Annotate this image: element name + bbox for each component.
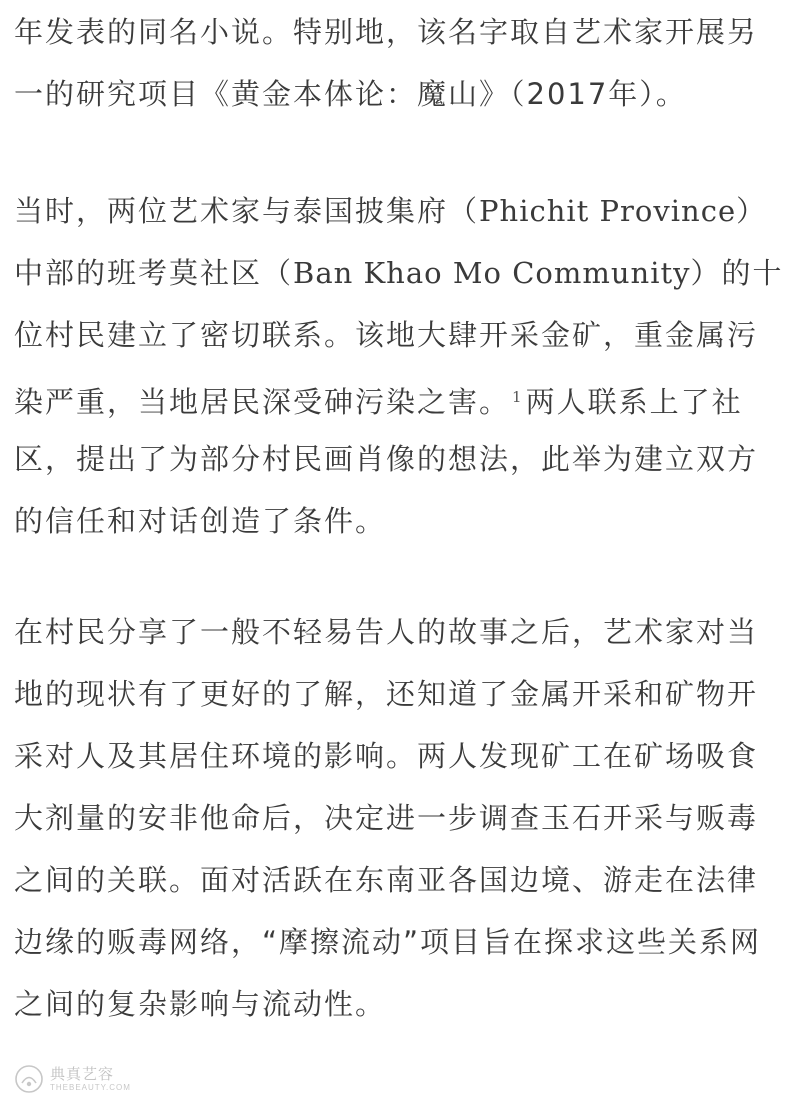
paragraph-1 — [14, 1, 758, 125]
text-line: 地的现状有了更好的了解，还知道了金属开采和矿物开 — [14, 677, 759, 711]
text-line: 采对人及其居住环境的影响。两人发现矿工在矿场吸食 — [14, 739, 759, 773]
text-line: 之间的复杂影响与流动性。 — [14, 987, 387, 1021]
watermark-name: 典真艺容 — [50, 1064, 115, 1083]
text-line: 大剂量的安非他命后，决定进一步调查玉石开采与贩毒 — [14, 801, 759, 835]
watermark-site: THEBEAUTY.COM — [50, 1082, 131, 1092]
text-segment: ） — [736, 194, 768, 228]
text-line: 一的研究项目《黄金本体论：魔山》（2017年）。 — [14, 77, 687, 111]
text-line: 年发表的同名小说。特别地，该名字取自艺术家开展另 — [14, 15, 759, 49]
text-line: 在村民分享了一般不轻易告人的故事之后，艺术家对当 — [14, 615, 759, 649]
text-segment: 染严重，当地居民深受砷污染之害。 — [14, 385, 511, 419]
text-line: 之间的关联。面对活跃在东南亚各国边境、游走在法律 — [14, 863, 759, 897]
watermark — [14, 1064, 131, 1094]
text-line — [14, 242, 784, 304]
latin-term: Ban Khao Mo Community — [293, 256, 691, 290]
paragraph-3 — [14, 601, 761, 1035]
text-line: 的信任和对话创造了条件。 — [14, 504, 387, 538]
latin-term: Phichit Province — [479, 194, 737, 228]
text-segment: ）的十 — [690, 256, 784, 290]
text-segment: 中部的班考莫社区（ — [14, 256, 294, 290]
text-line: 位村民建立了密切联系。该地大肆开采金矿，重金属污 — [14, 318, 759, 352]
text-segment: 当时，两位艺术家与泰国披集府（ — [14, 194, 480, 228]
watermark-text — [50, 1064, 131, 1092]
watermark-logo-icon — [14, 1064, 44, 1094]
text-line: 区，提出了为部分村民画肖像的想法，此举为建立双方 — [14, 442, 759, 476]
text-line — [14, 180, 784, 242]
footnote-marker[interactable]: 1 — [512, 388, 524, 406]
text-line — [14, 366, 784, 428]
paragraph-2 — [14, 180, 784, 552]
text-segment: 两人联系上了社 — [525, 385, 743, 419]
text-line: 边缘的贩毒网络，“摩擦流动”项目旨在探求这些关系网 — [14, 925, 762, 959]
